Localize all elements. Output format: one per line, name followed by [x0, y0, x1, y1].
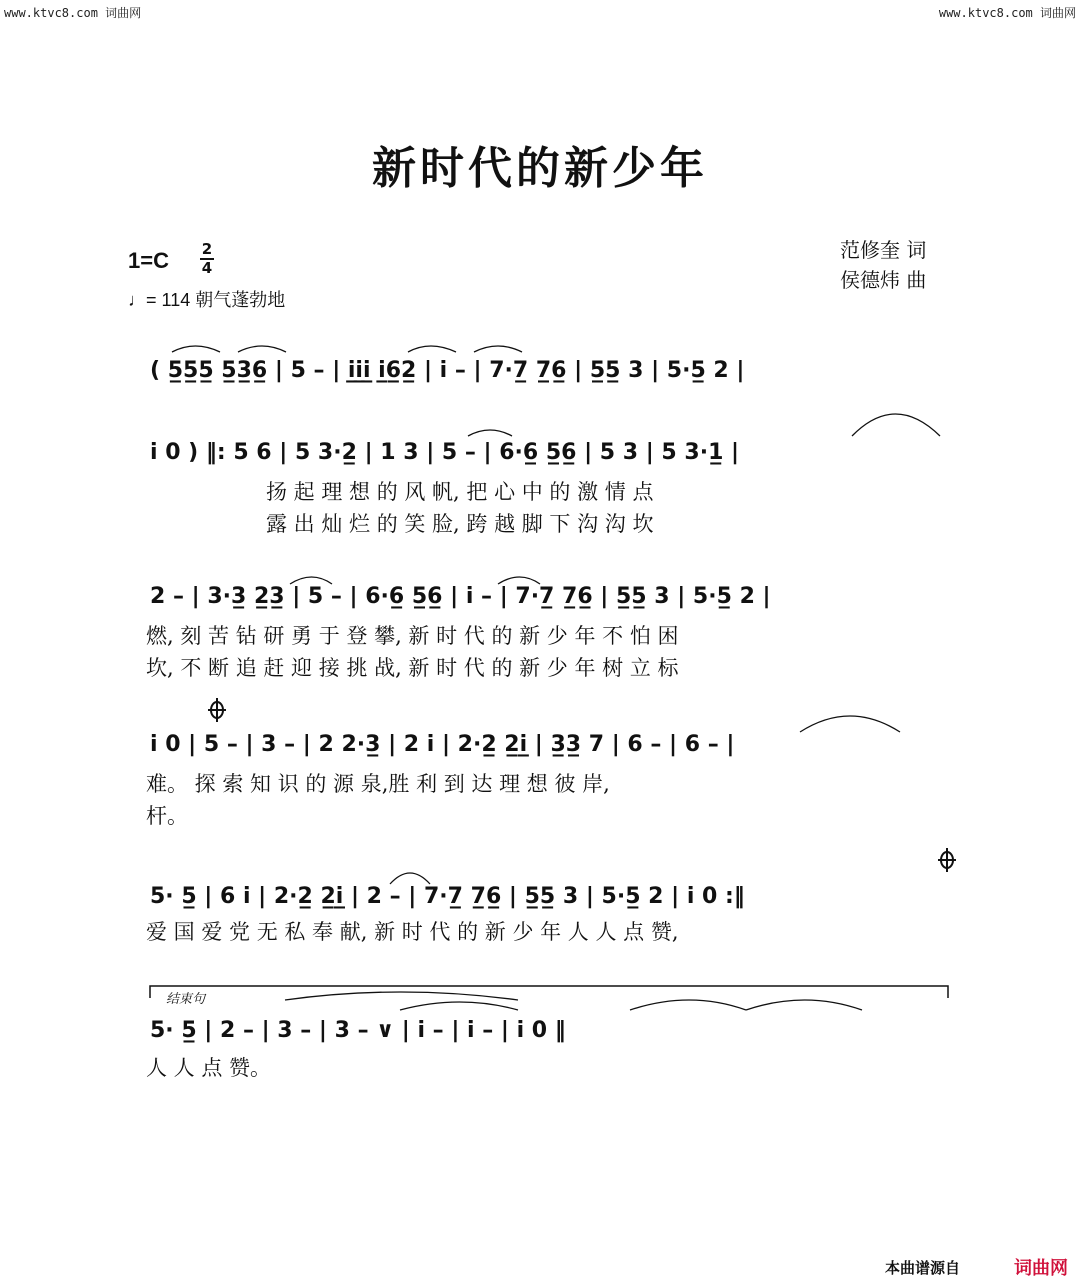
- time-signature: 2 4: [201, 240, 213, 277]
- score-row-6: 5· 5̲ | 2 – | 3 – | 3 – ∨ | i – | i – | i 0 ‖: [150, 1018, 566, 1043]
- lyrics-row-5-verse-1: 爱 国 爱 党 无 私 奉 献, 新 时 代 的 新 少 年 人 人 点 赞,: [146, 920, 679, 944]
- footer-brand: 词曲网: [1014, 1258, 1068, 1279]
- lyrics-row-3-verse-1: 燃, 刻 苦 钻 研 勇 于 登 攀, 新 时 代 的 新 少 年 不 怕 困: [146, 624, 679, 648]
- score-row-4: i 0 | 5 – | 3 – | 2 2·3̲ | 2 i | 2·2̲ 2̲i̲ | 3̲3̲ 7 | 6 – | 6 – |: [150, 732, 735, 757]
- lyrics-row-2-verse-2: 露 出 灿 烂 的 笑 脸, 跨 越 脚 下 沟 沟 坎: [266, 512, 654, 536]
- watermark-right: www.ktvc8.com 词曲网: [938, 6, 1076, 20]
- score-row-1: ( 5̲5̲5̲ 5̲3̲6̲ | 5 – | i̲i̲i̲ i̲6̲2̲ | i – | 7·7̲ 7̲6̲ | 5̲5̲ 3 | 5·5̲ 2 |: [150, 358, 745, 383]
- score-row-2: i 0 ) ‖: 5 6 | 5 3·2̲ | 1 3 | 5 – | 6·6̲ 5̲6̲ | 5 3 | 5 3·1̲ |: [150, 440, 740, 465]
- composer-credit: 侯德炜 曲: [840, 268, 927, 292]
- ending-label: 结束句: [166, 992, 206, 1007]
- tempo-marking: ♩= 114 朝气蓬勃地: [128, 290, 286, 310]
- score-row-3: 2 – | 3·3̲ 2̲3̲ | 5 – | 6·6̲ 5̲6̲ | i – | 7·7̲ 7̲6̲ | 5̲5̲ 3 | 5·5̲ 2 |: [150, 584, 771, 609]
- lyricist-credit: 范修奎 词: [840, 238, 927, 262]
- footer-source-text: 本曲谱源自: [884, 1259, 960, 1277]
- lyrics-row-3-verse-2: 坎, 不 断 追 赶 迎 接 挑 战, 新 时 代 的 新 少 年 树 立 标: [146, 656, 679, 680]
- watermark-left: www.ktvc8.com 词曲网: [4, 6, 142, 20]
- song-title: 新时代的新少年: [372, 143, 708, 194]
- key-signature: 1=C: [128, 248, 169, 273]
- score-row-5: 5· 5̲ | 6 i | 2·2̲ 2̲i̲ | 2 – | 7·7̲ 7̲6̲ | 5̲5̲ 3 | 5·5̲ 2 | i 0 :‖: [150, 884, 745, 909]
- lyrics-row-2-verse-1: 扬 起 理 想 的 风 帆, 把 心 中 的 激 情 点: [266, 480, 654, 504]
- lyrics-row-4-verse-2: 杆。: [146, 804, 188, 828]
- lyrics-row-4-verse-1: 难。 探 索 知 识 的 源 泉,胜 利 到 达 理 想 彼 岸,: [146, 772, 610, 796]
- lyrics-row-6-verse-1: 人 人 点 赞。: [146, 1056, 272, 1080]
